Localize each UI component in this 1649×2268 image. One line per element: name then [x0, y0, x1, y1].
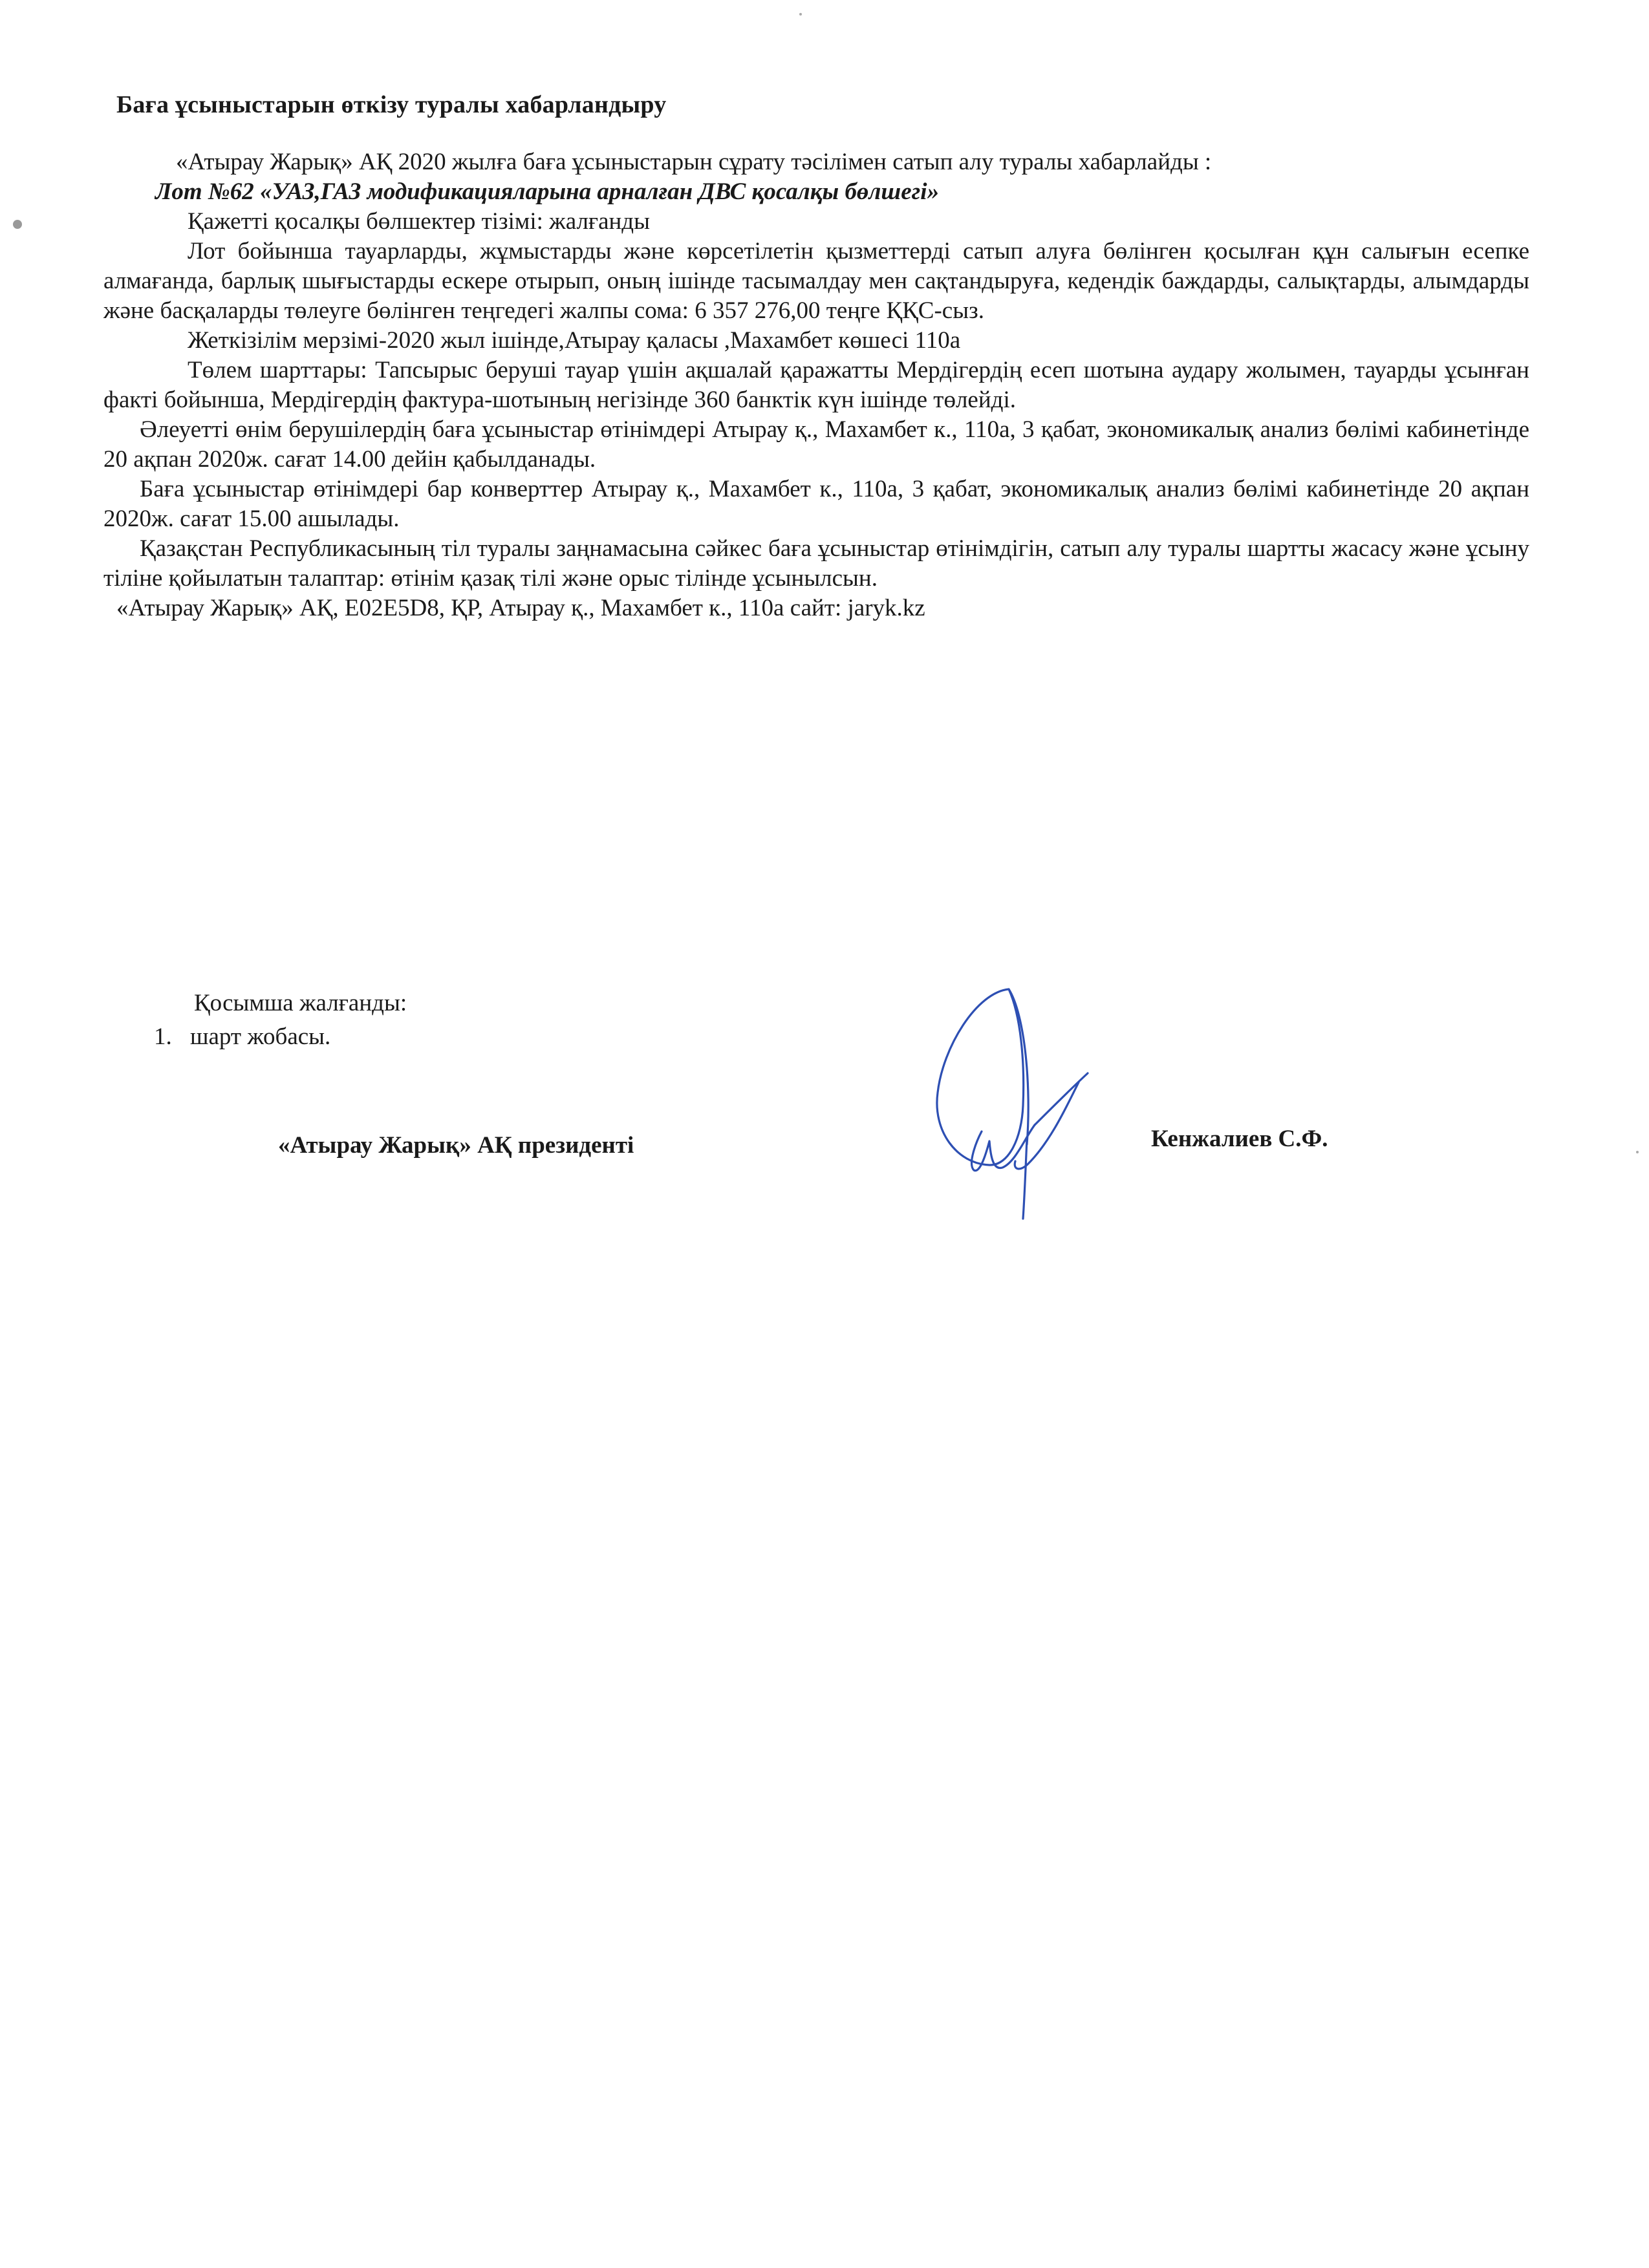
handwritten-signature-icon [912, 976, 1125, 1228]
opening-paragraph: Баға ұсыныстар өтінімдері бар конверттер Атырау қ., Махамбет к., 110а, 3 қабат, экономикалық анализ бөлімі кабинетінде 20 ақпан 2020ж. сағат 15.00 ашылады. [103, 476, 1529, 532]
attachments-list [154, 1023, 330, 1051]
attachment-item [154, 1023, 330, 1051]
document-body [103, 147, 1529, 623]
scan-speck [1636, 1151, 1639, 1153]
delivery-paragraph: Жеткізілім мерзімі-2020 жыл ішінде,Атырау қаласы ,Махамбет көшесі 110а [188, 327, 961, 354]
signatory-name: Кенжалиев С.Ф. [1151, 1126, 1328, 1152]
payment-paragraph: Төлем шарттары: Тапсырыс беруші тауар үшін ақшалай қаражатты Мердігердің есеп шотына аудару жолымен, тауарды ұсынған факті бойынша, Мердігердің фактура-шотының негізінде 360 банктік күн ішінде төлейді. [103, 357, 1529, 413]
submission-paragraph: Әлеуетті өнім берушілердің баға ұсыныстар өтінімдері Атырау қ., Махамбет к., 110а, 3 қабат, экономикалық анализ бөлімі кабинетінде 20 ақпан 2020ж. сағат 14.00 дейін қабылданады. [103, 416, 1529, 473]
attachment-number: 1. [154, 1023, 172, 1050]
scan-speck [799, 13, 802, 16]
intro-paragraph: «Атырау Жарық» АҚ 2020 жылға баға ұсыныстарын сұрату тәсілімен сатып алу туралы хабарлайды : [176, 149, 1212, 175]
amount-paragraph: Лот бойынша тауарларды, жұмыстарды және көрсетілетін қызметтерді сатып алуға бөлінген қосылған құн салығын есепке алмағанда, барлық шығыстарды ескере отырып, оның ішінде тасымалдау мен сақтандыруға, кедендік баждарды, салықтарды, алымдарды және басқаларды төлеуге бөлінген теңгедегі жалпы сома: 6 357 276,00 теңге ҚҚС-сыз. [103, 238, 1529, 324]
attachments-label: Қосымша жалғанды: [194, 990, 407, 1016]
attachment-text: шарт жобасы. [190, 1023, 331, 1050]
lot-heading: Лот №62 «УАЗ,ГАЗ модификацияларына арналған ДВС қосалқы бөлшегі» [155, 178, 940, 205]
scan-speck [13, 220, 22, 229]
signatory-title: «Атырау Жарық» АҚ президенті [278, 1132, 634, 1159]
document-title: Баға ұсыныстарын өткізу туралы хабарландыру [116, 91, 667, 118]
address-paragraph: «Атырау Жарық» АҚ, Е02Е5D8, ҚР, Атырау қ., Махамбет к., 110а сайт: jaryk.kz [116, 595, 925, 621]
parts-list-paragraph: Қажетті қосалқы бөлшектер тізімі: жалғанды [188, 208, 650, 235]
language-paragraph: Қазақстан Республикасының тіл туралы заңнамасына сәйкес баға ұсыныстар өтінімдігін, сатып алу туралы шартты жасасу және ұсыну тіліне қойылатын талаптар: өтінім қазақ тілі және орыс тілінде ұсынылсын. [103, 535, 1529, 592]
